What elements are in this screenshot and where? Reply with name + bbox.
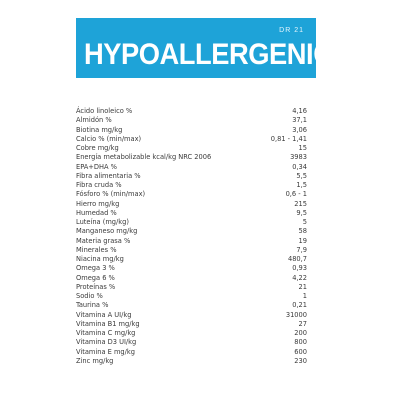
nutrient-row: [76, 189, 307, 198]
product-title: HYPOALLERGENIC: [84, 38, 333, 71]
nutrient-row: [76, 254, 307, 263]
nutrient-name: Materia grasa %: [76, 235, 131, 245]
nutrient-name: Sodio %: [76, 291, 103, 300]
nutrient-value: 0,81 - 1,41: [270, 133, 307, 143]
nutrient-value: 3983: [290, 152, 307, 162]
nutrient-value: 215: [294, 198, 307, 208]
nutrient-row: [76, 347, 307, 356]
nutrient-name: Energía metabolizable kcal/kg NRC 2006: [76, 152, 212, 162]
nutrient-row: [76, 152, 307, 161]
nutrient-value: 19: [298, 235, 307, 245]
nutrient-row: [76, 273, 307, 282]
nutrient-value: 27: [298, 318, 307, 328]
nutrient-name: EPA+DHA %: [76, 161, 117, 171]
nutrient-name: Ácido linoleico %: [76, 106, 133, 115]
nutrient-row: [76, 180, 307, 189]
nutrient-row: [76, 319, 307, 328]
nutrient-name: Manganeso mg/kg: [76, 226, 138, 236]
nutrient-name: Luteína (mg/kg): [76, 217, 129, 226]
nutrient-row: [76, 162, 307, 171]
nutrient-row: [76, 328, 307, 337]
nutrient-name: Hierro mg/kg: [76, 198, 120, 208]
nutrient-name: Taurina %: [76, 300, 109, 310]
nutrient-name: Fibra cruda %: [76, 180, 122, 189]
diet-code: DR 21: [279, 27, 304, 34]
nutrient-value: 0,93: [292, 263, 307, 273]
nutrient-name: Almidón %: [76, 115, 112, 125]
nutrient-row: [76, 263, 307, 272]
nutrient-value: 230: [294, 355, 307, 365]
nutrient-value: 5: [302, 217, 307, 226]
nutrient-row: [76, 143, 307, 152]
nutrient-row: [76, 217, 307, 226]
nutrient-name: Vitamina E mg/kg: [76, 346, 135, 356]
nutrient-row: [76, 310, 307, 319]
nutrient-row: [76, 282, 307, 291]
nutrient-name: Niacina mg/kg: [76, 254, 124, 263]
nutrient-row: [76, 134, 307, 143]
nutrient-row: [76, 199, 307, 208]
nutrient-row: [76, 208, 307, 217]
nutrient-name: Biotina mg/kg: [76, 124, 123, 134]
nutrient-value: 31000: [285, 309, 307, 319]
nutrient-name: Vitamina A UI/kg: [76, 309, 132, 319]
nutrient-name: Minerales %: [76, 244, 117, 254]
nutrient-row: [76, 245, 307, 254]
nutrient-value: 3,06: [292, 124, 307, 134]
nutrient-row: [76, 356, 307, 365]
nutrient-value: 4,22: [292, 272, 307, 282]
nutrient-value: 600: [294, 346, 307, 356]
nutrient-value: 5,5: [296, 170, 307, 180]
nutrient-value: 200: [294, 328, 307, 337]
nutrient-value: 9,5: [296, 207, 307, 217]
nutrient-value: 0,34: [292, 161, 307, 171]
nutrient-name: Proteínas %: [76, 281, 116, 291]
nutrient-name: Fósforo % (min/max): [76, 189, 146, 199]
nutrient-value: 15: [298, 143, 307, 152]
nutrient-value: 37,1: [292, 115, 307, 125]
nutrient-row: [76, 171, 307, 180]
nutrient-name: Vitamina C mg/kg: [76, 328, 136, 337]
nutrient-value: 0,6 - 1: [285, 189, 307, 199]
nutrient-name: Omega 3 %: [76, 263, 115, 273]
nutrient-row: [76, 337, 307, 346]
nutrient-row: [76, 125, 307, 134]
nutrient-row: [76, 291, 307, 300]
nutrient-row: [76, 106, 307, 115]
nutrient-name: Humedad %: [76, 207, 117, 217]
nutrient-name: Calcio % (min/max): [76, 133, 142, 143]
nutrient-value: 7,9: [296, 244, 307, 254]
nutrient-value: 1: [302, 291, 307, 300]
nutrient-value: 58: [298, 226, 307, 236]
nutrient-name: Cobre mg/kg: [76, 143, 119, 152]
nutrient-table: [76, 106, 307, 365]
nutrient-row: [76, 226, 307, 235]
nutrient-name: Fibra alimentaria %: [76, 170, 141, 180]
nutrient-name: Vitamina D3 UI/kg: [76, 337, 137, 347]
nutrient-value: 480,7: [287, 254, 307, 263]
nutrient-name: Zinc mg/kg: [76, 355, 114, 365]
nutrient-value: 21: [298, 281, 307, 291]
nutrient-row: [76, 300, 307, 309]
product-banner: [76, 18, 333, 78]
nutrient-row: [76, 236, 307, 245]
nutrient-value: 0,21: [292, 300, 307, 310]
nutrient-value: 800: [294, 337, 307, 347]
nutrient-row: [76, 115, 307, 124]
nutrient-value: 4,16: [292, 106, 307, 115]
nutrient-value: 1,5: [296, 180, 307, 189]
nutrient-name: Omega 6 %: [76, 272, 115, 282]
nutrient-name: Vitamina B1 mg/kg: [76, 318, 140, 328]
